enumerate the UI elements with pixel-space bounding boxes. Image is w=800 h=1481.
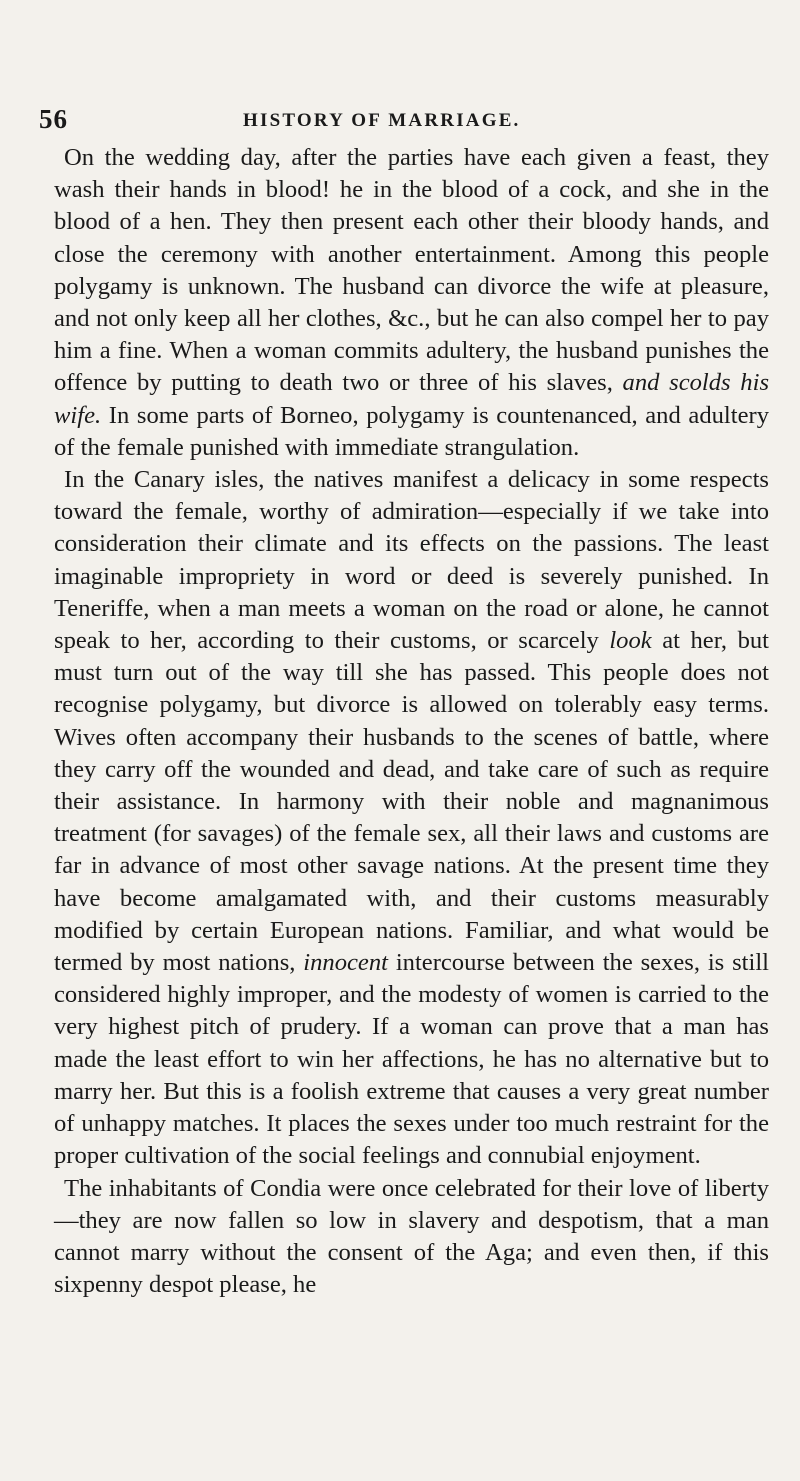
text-segment: The inhabitants of Condia were once celebrated for their love of liberty—they are now fallen so low in slavery and despotism, that a man cannot marry without the consent of the Aga; and even then, if this sixpenny despot please, he xyxy=(54,1174,769,1299)
paragraph-wedding-customs xyxy=(54,142,769,464)
paragraph-canary-isles xyxy=(54,464,769,1172)
text-segment: In some parts of Borneo, polygamy is countenanced, and adultery of the female punished with immediate strangulation. xyxy=(54,401,769,461)
text-segment: On the wedding day, after the parties have each given a feast, they wash their hands in blood! he in the blood of a cock, and she in the blood of a hen. They then present each other their bloody hands, and close the ceremony with another entertainment. Among this people polygamy is unknown. The husband can divorce the wife at pleasure, and not only keep all her clothes, &c., but he can also compel her to pay him a fine. When a woman commits adultery, the husband punishes the offence by putting to death two or three of his slaves, xyxy=(54,144,769,397)
page-number: 56 xyxy=(39,104,68,134)
italic-word: innocent xyxy=(303,949,388,977)
italic-phrase: and scolds his wife. xyxy=(54,369,770,429)
text-segment: In the Canary isles, the natives manifest a delicacy in some respects toward the female, worthy of admiration—especially if we take into consideration their climate and its effects on the passions. The least imaginable impropriety in word or deed is severely punished. In Teneriffe, when a man meets a woman on the road or alone, he cannot speak to her, according to their customs, or scarcely xyxy=(54,466,769,655)
running-head-title: HISTORY OF MARRIAGE. xyxy=(243,110,521,131)
text-segment: at her, but must turn out of the way till she has passed. This people does not recognise polygamy, but divorce is allowed on tolerably easy terms. Wives often accompany their husbands to the scenes of battle, where they carry off the wounded and dead, and take care of such as require their assistance. In harmony with their noble and magnanimous treatment (for savages) of the female sex, all their laws and customs are far in advance of most other savage nations. At the present time they have become amalgamated with, and their customs measurably modified by certain European nations. Familiar, and what would be termed by most nations, xyxy=(54,627,769,977)
paragraph-condia xyxy=(54,1173,769,1302)
italic-word: look xyxy=(609,627,652,655)
body-text xyxy=(54,142,769,1301)
text-segment: intercourse between the sexes, is still considered highly improper, and the modesty of women is carried to the very highest pitch of prudery. If a woman can prove that a man has made the least effort to win her affections, he has no alternative but to marry her. But this is a foolish extreme that causes a very great number of unhappy matches. It places the sexes under too much restraint for the proper cultivation of the social feelings and connubial enjoyment. xyxy=(54,949,769,1170)
